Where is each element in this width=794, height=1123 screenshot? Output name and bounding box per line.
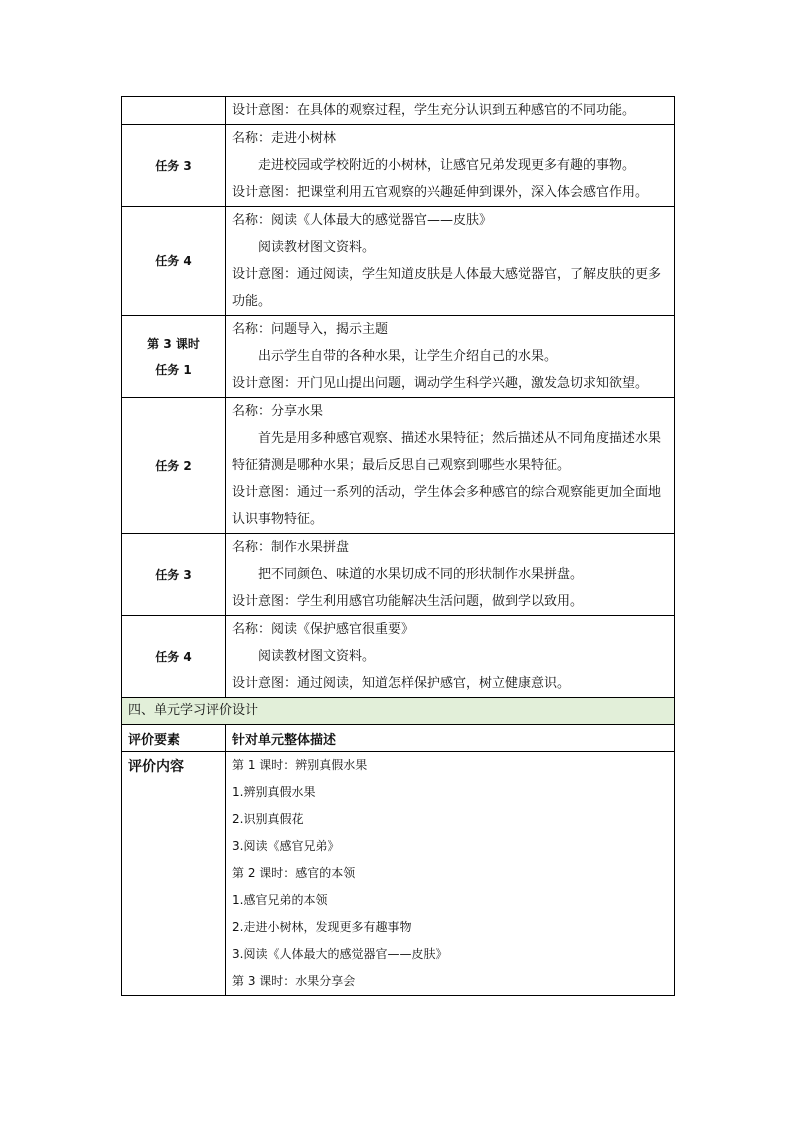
eval-element-value: 针对单元整体描述 (226, 725, 675, 752)
table-row (122, 534, 675, 616)
eval-element-label: 评价要素 (122, 725, 226, 752)
task-description: 出示学生自带的各种水果，让学生介绍自己的水果。 (258, 349, 558, 364)
task-name: 名称：阅读《人体最大的感觉器官——皮肤》 (232, 213, 493, 228)
design-intent: 设计意图：通过一系列的活动，学生体会多种感官的综合观察能更加全面地认识事物特征。 (232, 485, 662, 527)
row-content (226, 616, 675, 698)
task-description: 把不同颜色、味道的水果切成不同的形状制作水果拼盘。 (258, 567, 584, 582)
list-item: 1.感官兄弟的本领 (232, 893, 328, 907)
task-name: 名称：阅读《保护感官很重要》 (232, 622, 415, 637)
task-description: 首先是用多种感官观察、描述水果特征；然后描述从不同角度描述水果特征猜测是哪种水果；最后反思自己观察到哪些水果特征。 (232, 431, 662, 473)
task-description: 阅读教材图文资料。 (258, 649, 376, 664)
table-row (122, 616, 675, 698)
row-content (226, 316, 675, 398)
row-label (122, 97, 226, 125)
design-intent: 设计意图：在具体的观察过程，学生充分认识到五种感官的不同功能。 (232, 103, 636, 118)
list-item: 第 2 课时：感官的本领 (232, 866, 356, 880)
row-label (122, 616, 226, 698)
row-content (226, 398, 675, 534)
design-intent: 设计意图：开门见山提出问题，调动学生科学兴趣，激发急切求知欲望。 (232, 376, 649, 391)
design-intent: 设计意图：通过阅读，知道怎样保护感官，树立健康意识。 (232, 676, 571, 691)
task-description: 阅读教材图文资料。 (258, 240, 376, 255)
section-title: 四、单元学习评价设计 (122, 698, 675, 725)
list-item: 2.走进小树林，发现更多有趣事物 (232, 920, 412, 934)
design-intent: 设计意图：学生利用感官功能解决生活问题，做到学以致用。 (232, 594, 584, 609)
table-row (122, 207, 675, 316)
eval-content-list (226, 752, 675, 996)
eval-header-row (122, 725, 675, 752)
row-label (122, 125, 226, 207)
table-row (122, 398, 675, 534)
task-name: 名称：问题导入，揭示主题 (232, 322, 389, 337)
table-row (122, 97, 675, 125)
design-intent: 设计意图：把课堂利用五官观察的兴趣延伸到课外，深入体会感官作用。 (232, 185, 649, 200)
table-row (122, 125, 675, 207)
list-item: 3.阅读《感官兄弟》 (232, 839, 340, 853)
task-name: 名称：制作水果拼盘 (232, 540, 350, 555)
list-item: 2.识别真假花 (232, 812, 304, 826)
row-content (226, 534, 675, 616)
row-content (226, 125, 675, 207)
task-name: 名称：走进小树林 (232, 131, 337, 146)
task-label: 任务 4 (155, 649, 192, 664)
task-name: 名称：分享水果 (232, 404, 324, 419)
row-label (122, 534, 226, 616)
row-content (226, 207, 675, 316)
task-label: 任务 3 (155, 567, 192, 582)
list-item: 1.辨别真假水果 (232, 785, 316, 799)
list-item: 第 3 课时：水果分享会 (232, 974, 356, 988)
row-label (122, 207, 226, 316)
task-label: 任务 1 (155, 362, 192, 377)
row-label (122, 316, 226, 398)
table-row (122, 316, 675, 398)
list-item: 第 1 课时：辨别真假水果 (232, 758, 368, 772)
section-header-row (122, 698, 675, 725)
design-intent: 设计意图：通过阅读，学生知道皮肤是人体最大感觉器官，了解皮肤的更多功能。 (232, 267, 662, 309)
lesson-label: 第 3 课时 (147, 336, 200, 351)
row-content (226, 97, 675, 125)
row-label (122, 398, 226, 534)
task-label: 任务 2 (155, 458, 192, 473)
list-item: 3.阅读《人体最大的感觉器官——皮肤》 (232, 947, 448, 961)
task-label: 任务 4 (155, 254, 192, 268)
task-label: 任务 3 (155, 158, 192, 173)
eval-content-row (122, 752, 675, 996)
task-description: 走进校园或学校附近的小树林，让感官兄弟发现更多有趣的事物。 (258, 158, 636, 173)
eval-content-label: 评价内容 (122, 752, 226, 996)
lesson-plan-table (121, 96, 675, 996)
